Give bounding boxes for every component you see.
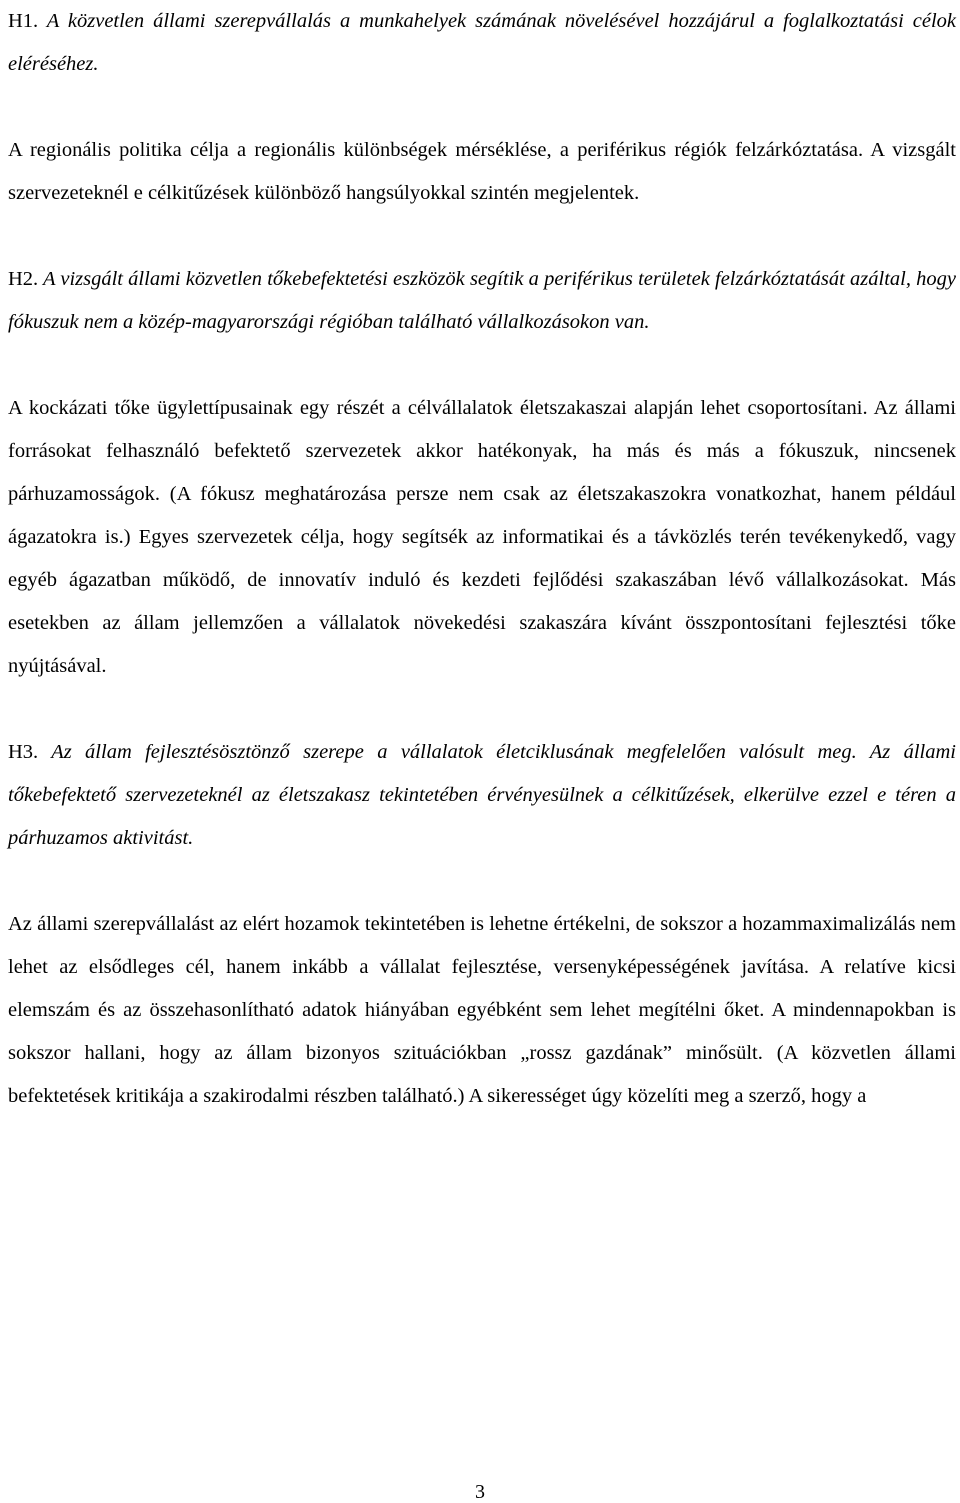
hypothesis-h3-text: Az állam fejlesztésösztönző szerepe a vállalatok életciklusának megfelelően valósult meg. Az állami tőkebefektető szervezeteknél az életszakasz tekintetében érvényesülnek a célkitűzések, elkerülve ezzel e téren a párhuzamos aktivitást.	[8, 741, 956, 849]
hypothesis-h1	[8, 0, 956, 86]
page-number: 3	[475, 1481, 485, 1503]
hypothesis-h3-label: H3.	[8, 741, 39, 763]
document-page	[8, 0, 956, 1118]
hypothesis-h1-label: H1.	[8, 10, 39, 32]
spacer	[8, 688, 956, 731]
spacer	[8, 860, 956, 903]
hypothesis-h2-text: A vizsgált állami közvetlen tőkebefektetési eszközök segítik a periférikus területek felzárkóztatását azáltal, hogy fókuszuk nem a közép-magyarországi régióban található vállalkozásokon van.	[8, 268, 956, 333]
hypothesis-h1-text: A közvetlen állami szerepvállalás a munkahelyek számának növelésével hozzájárul a foglalkoztatási célok eléréséhez.	[8, 10, 956, 75]
paragraph-venture-capital: A kockázati tőke ügylettípusainak egy részét a célvállalatok életszakaszai alapján lehet csoportosítani. Az állami forrásokat felhasználó befektető szervezetek akkor hatékonyak, ha más és más a fókuszuk, nincsenek párhuzamosságok. (A fókusz meghatározása persze nem csak az életszakaszokra vonatkozhat, hanem például ágazatokra is.) Egyes szervezetek célja, hogy segítsék az informatikai és a távközlés terén tevékenykedő, vagy egyéb ágazatban működő, de innovatív induló és kezdeti fejlődési szakaszában lévő vállalkozásokat. Más esetekben az állam jellemzően a vállalatok növekedési szakaszára kívánt összpontosítani fejlesztési tőke nyújtásával.	[8, 397, 956, 677]
hypothesis-h3	[8, 731, 956, 860]
paragraph-regional-policy: A regionális politika célja a regionális különbségek mérséklése, a periférikus régiók felzárkóztatása. A vizsgált szervezeteknél e célkitűzések különböző hangsúlyokkal szintén megjelentek.	[8, 139, 956, 204]
spacer	[8, 344, 956, 387]
hypothesis-h2	[8, 258, 956, 344]
hypothesis-h2-label: H2.	[8, 268, 39, 290]
paragraph-state-role: Az állami szerepvállalást az elért hozamok tekintetében is lehetne értékelni, de sokszor a hozammaximalizálás nem lehet az elsődleges cél, hanem inkább a vállalat fejlesztése, versenyképességének javítása. A relatíve kicsi elemszám és az összehasonlítható adatok hiányában egyébként sem lehet megítélni őket. A mindennapokban is sokszor hallani, hogy az állam bizonyos szituációkban „rossz gazdának” minősült. (A közvetlen állami befektetések kritikája a szakirodalmi részben található.) A sikerességet úgy közelíti meg a szerző, hogy a	[8, 913, 956, 1107]
spacer	[8, 215, 956, 258]
spacer	[8, 86, 956, 129]
